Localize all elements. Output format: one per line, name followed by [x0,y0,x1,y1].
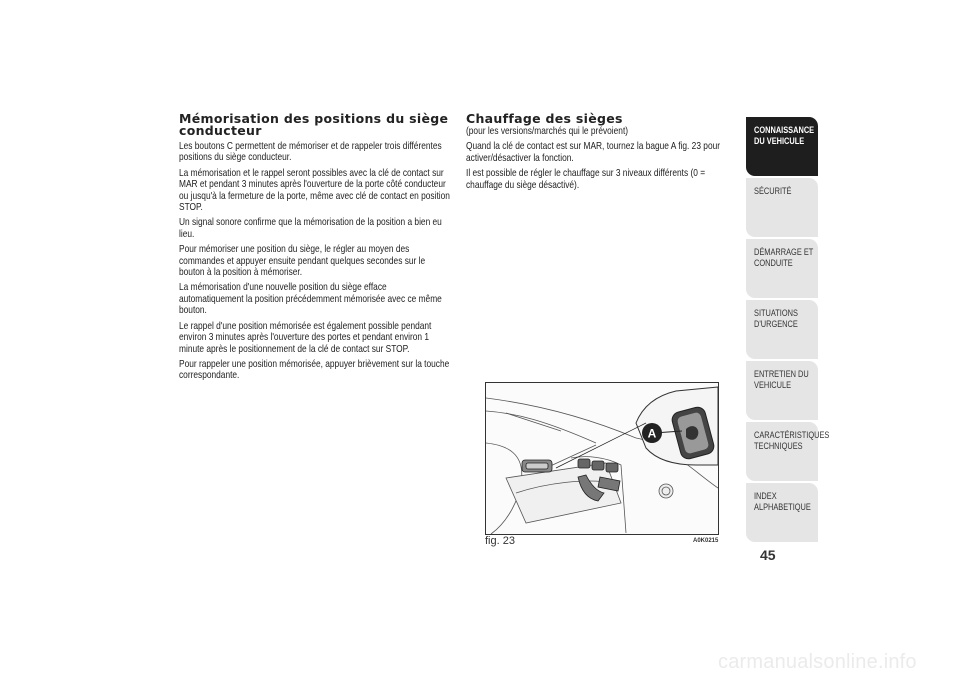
tab-caracteristiques[interactable] [746,422,830,481]
tab-connaissance[interactable] [746,117,818,176]
chapter-tabs [746,117,830,544]
seat-heating-section [466,113,738,195]
tab-label: DÉMARRAGE ET CONDUITE [754,247,814,269]
figure-caption: fig. 23 [485,535,515,547]
tab-label: INDEX ALPHABETIQUE [754,491,811,513]
paragraph: Un signal sonore confirme que la mémorisation de la position a bien eu lieu. [179,217,442,240]
paragraph: Pour rappeler une position mémorisée, appuyer brièvement sur la touche correspondante. [179,358,450,382]
tab-label: SÉCURITÉ [754,186,792,197]
tab-label: CARACTÉRISTIQUES TECHNIQUES [754,430,830,452]
page-number: 45 [760,547,776,563]
tab-securite[interactable] [746,178,818,237]
tab-label: CONNAISSANCE DU VEHICULE [754,125,815,147]
tab-index[interactable] [746,483,818,542]
tab-urgence[interactable] [746,300,818,359]
seat-controls-illustration [486,383,718,534]
seat-heating-subtitle: (pour les versions/marchés qui le prévoient) [466,126,629,137]
seat-controls-figure [485,382,719,535]
tab-entretien[interactable] [746,361,818,420]
memorisation-section [179,113,451,386]
callout-a-label: A [647,426,657,441]
paragraph: La mémorisation et le rappel seront possibles avec la clé de contact sur MAR et pendant 3 minutes après l'ouverture de la porte côté conducteur ou jusqu'à la fermeture de la porte, même avec clé de contact en position STOP. [179,167,450,214]
paragraph: Le rappel d'une position mémorisée est également possible pendant environ 3 minutes après l'ouverture des portes et pendant environ 1 minute après le positionnement de la clé de contact sur STOP. [179,320,432,355]
paragraph: La mémorisation d'une nouvelle position du siège efface automatiquement la position précédemment mémorisée avec ce même bouton. [179,282,442,317]
tab-label: SITUATIONS D'URGENCE [754,308,798,330]
watermark: carmanualsonline.info [718,651,917,673]
paragraph: Quand la clé de contact est sur MAR, tournez la bague A fig. 23 pour activer/désactiver la fonction. [466,141,721,164]
tab-label: ENTRETIEN DU VEHICULE [754,369,809,391]
paragraph: Les boutons C permettent de mémoriser et de rappeler trois différentes positions du siège conducteur. [179,141,442,164]
figure-code: A0K0215 [693,538,719,544]
tab-demarrage[interactable] [746,239,818,298]
paragraph: Il est possible de régler le chauffage sur 3 niveaux différents (0 = chauffage du siège désactivé). [466,168,706,191]
paragraph: Pour mémoriser une position du siège, le régler au moyen des commandes et appuyer ensuite pendant quelques secondes sur le bouton à la position à mémoriser. [179,244,426,279]
seat-heating-title: Chauffage des sièges [466,111,623,126]
memorisation-title: Mémorisation des positions du siège conducteur [179,111,449,138]
